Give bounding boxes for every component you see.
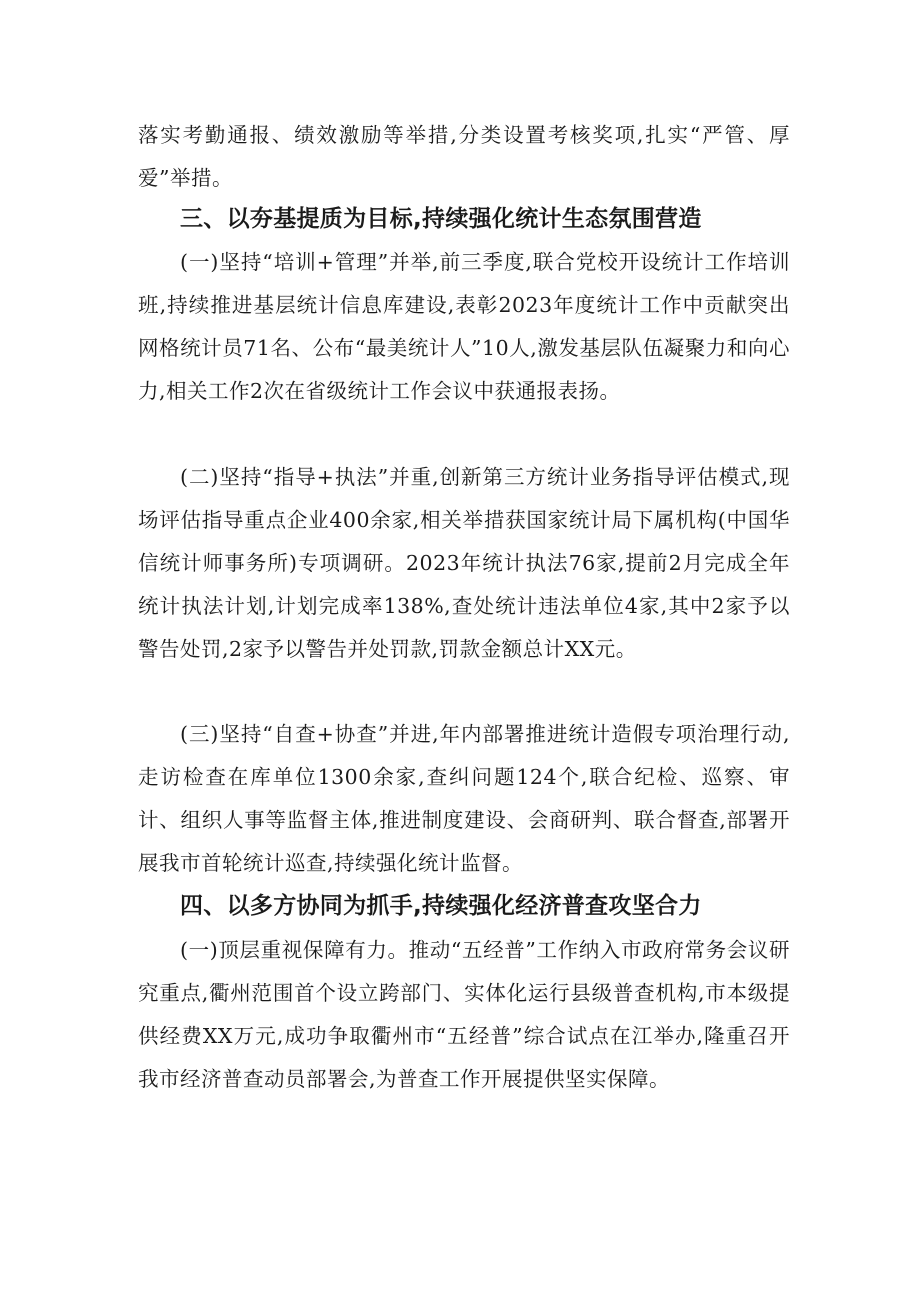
section-three-item-3: (三)坚持“自查+协查”并进,年内部署推进统计造假专项治理行动,走访检查在库单位1300余家,查纠问题124个,联合纪检、巡察、审计、组织人事等监督主体,推进制度建设、会商研判、联合督查,部署开展我市首轮统计巡查,持续强化统计监督。: [138, 722, 790, 875]
section-three-item-2: (二)坚持“指导+执法”并重,创新第三方统计业务指导评估模式,现场评估指导重点企业400余家,相关举措获国家统计局下属机构(中国华信统计师事务所)专项调研。2023年统计执法76家,提前2月完成全年统计执法计划,计划完成率138%,查处统计违法单位4家,其中2家予以警告处罚,2家予以警告并处罚款,罚款金额总计XX元。: [138, 465, 790, 661]
section-three-heading: 三、以夯基提质为目标,持续强化统计生态氛围营造: [180, 206, 702, 232]
section-four-heading: 四、以多方协同为抓手,持续强化经济普查攻坚合力: [180, 893, 702, 919]
intro-paragraph: 落实考勤通报、绩效激励等举措,分类设置考核奖项,扎实“严管、厚爱”举措。: [138, 123, 790, 190]
section-four-item-1: (一)顶层重视保障有力。推动“五经普”工作纳入市政府常务会议研究重点,衢州范围首个设立跨部门、实体化运行县级普查机构,市本级提供经费XX万元,成功争取衢州市“五经普”综合试点在江举办,隆重召开我市经济普查动员部署会,为普查工作开展提供坚实保障。: [138, 938, 790, 1091]
section-three-item-1: (一)坚持“培训+管理”并举,前三季度,联合党校开设统计工作培训班,持续推进基层统计信息库建设,表彰2023年度统计工作中贡献突出网格统计员71名、公布“最美统计人”10人,激发基层队伍凝聚力和向心力,相关工作2次在省级统计工作会议中获通报表扬。: [138, 250, 790, 403]
